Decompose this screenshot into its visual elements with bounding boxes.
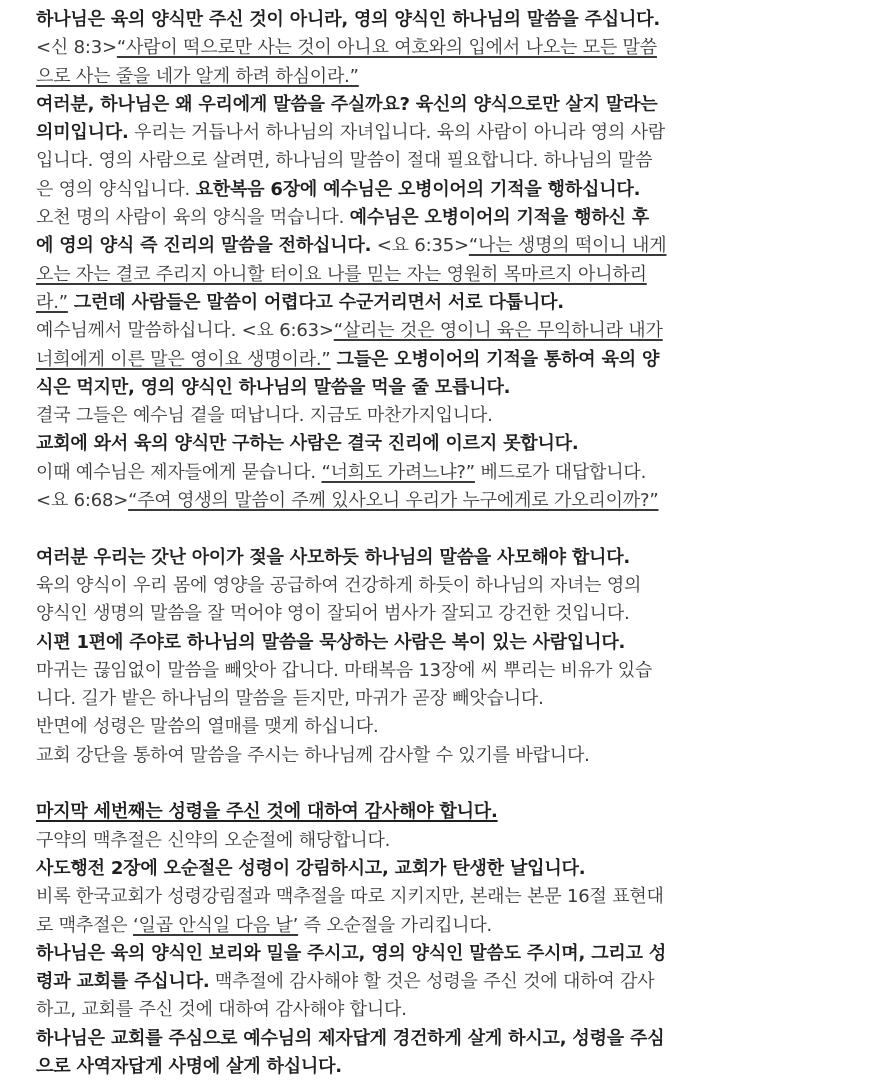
body-text: 오천 명의 사람이 육의 양식을 먹습니다. [36,207,350,229]
text-line [36,600,860,628]
text-line [36,883,860,911]
text-line [36,544,860,572]
bold-text: 시편 1편에 주야로 하나님의 말씀을 묵상하는 사람은 복이 있는 사람입니다. [36,631,626,653]
bold-text: 여러분, 하나님은 왜 우리에게 말씀을 주실까요? 육신의 양식으로만 살지 말라는 [36,93,658,115]
underlined-quote-text: “사람이 떡으로만 사는 것이 아니요 여호와의 입에서 나오는 모든 말씀 [116,37,657,59]
text-line [36,176,860,204]
bold-text: 하나님은 교회를 주심으로 예수님의 제자답게 경건하게 살게 하시고, 성령을 주심 [36,1027,665,1049]
text-line [36,996,860,1024]
bold-text: 하나님은 육의 양식만 주신 것이 아니라, 영의 양식인 하나님의 말씀을 주십니다. [36,9,660,30]
underlined-quote-text: 너희에게 이른 말은 영이요 생명이라.” [36,348,331,370]
text-line [36,713,860,741]
body-text: 니다. 길가 밭은 하나님의 말씀을 듣지만, 마귀가 곧장 빼앗습니다. [36,688,544,710]
body-text: <요 6:35> [371,235,469,257]
text-line [36,147,860,175]
underlined-quote-text: 마지막 세번째는 성령을 주신 것에 대하여 감사해야 합니다. [36,801,498,823]
text-line [36,402,860,430]
body-text: 양식인 생명의 말씀을 잘 먹어야 영이 잘되어 범사가 잘되고 강건한 것입니다. [36,603,630,625]
bold-text: 그런데 사람들은 말씀이 어렵다고 수군거리면서 서로 다툽니다. [67,291,564,313]
text-line [36,430,860,458]
text-line [36,91,860,119]
body-text: 우리는 거듭나서 하나님의 자녀입니다. 육의 사람이 아니라 영의 사람 [128,122,666,144]
text-line [36,629,860,657]
bold-text: 여러분 우리는 갓난 아이가 젖을 사모하듯 하나님의 말씀을 사모해야 합니다. [36,546,631,568]
text-line [36,827,860,855]
text-line [36,572,860,600]
bold-text: 요한복음 6장에 예수님은 오병이어의 기적을 행하십니다. [195,178,641,200]
text-line [36,798,860,826]
bold-text: 의미입니다. [36,122,129,144]
bold-text: 예수님은 오병이어의 기적을 행하신 후 [349,207,649,229]
text-line [36,6,860,34]
bold-text: 하나님은 육의 양식인 보리와 밀을 주시고, 영의 양식인 말씀도 주시며, 그리고 성 [36,942,667,964]
text-line [36,374,860,402]
bold-text: 령과 교회를 주십니다. [36,971,210,993]
body-text: 은 영의 양식입니다. [36,178,196,200]
text-line [36,63,860,91]
text-line [36,261,860,289]
text-line [36,940,860,968]
body-text: 육의 양식이 우리 몸에 영양을 공급하여 건강하게 하듯이 하나님의 자녀는 영의 [36,574,642,596]
body-text: 교회 강단을 통하여 말씀을 주시는 하나님께 감사할 수 있기를 바랍니다. [36,744,590,766]
bold-text: 사도행전 2장에 오순절은 성령이 강림하시고, 교회가 탄생한 날입니다. [36,857,586,879]
text-line [36,289,860,317]
text-line [36,1025,860,1053]
bold-text: 으로 사역자답게 사명에 살게 하십니다. [36,1055,342,1077]
body-text: 맥추절에 감사해야 할 것은 성령을 주신 것에 대하여 감사 [209,971,655,993]
body-text: 베드로가 대답합니다. [474,461,647,483]
underlined-quote-text: “너희도 가려느냐?” [321,461,475,483]
underlined-quote-text: “살리는 것은 영이니 육은 무익하니라 내가 [333,320,663,342]
underlined-quote-text: “주여 영생의 말씀이 주께 있사오니 우리가 누구에게로 가오리이까?” [128,490,659,512]
text-line [36,232,860,260]
bold-text: 교회에 와서 육의 양식만 구하는 사람은 결국 진리에 이르지 못합니다. [36,433,579,455]
underlined-quote-text: 라.” [36,291,68,313]
body-text: 입니다. 영의 사람으로 살려면, 하나님의 말씀이 절대 필요합니다. 하나님의 말씀 [36,150,653,172]
text-line [36,742,860,770]
text-line [36,487,860,515]
text-line [36,685,860,713]
underlined-quote-text: “나는 생명의 떡이니 내게 [468,235,667,257]
body-text: 이때 예수님은 제자들에게 묻습니다. [36,461,322,483]
text-line [36,657,860,685]
body-text: 비록 한국교회가 성령강림절과 맥추절을 따로 지키지만, 본래는 본문 16절 표현대 [36,886,664,908]
body-text: 결국 그들은 예수님 곁을 떠납니다. 지금도 마찬가지입니다. [36,405,493,427]
underlined-quote-text: ‘일곱 안식일 다음 날’ [132,914,299,936]
bold-text: 식은 먹지만, 영의 양식인 하나님의 말씀을 먹을 줄 모릅니다. [36,376,511,398]
bold-text: 에 영의 양식 즉 진리의 말씀을 전하십니다. [36,235,372,257]
bold-text: 그들은 오병이어의 기적을 통하여 육의 양 [330,348,660,370]
body-text: 마귀는 끊임없이 말씀을 빼앗아 갑니다. 마태복음 13장에 씨 뿌리는 비유가 있습 [36,659,653,681]
paragraph-gap [36,770,860,798]
body-text: <요 6:68> [36,490,129,512]
text-line [36,968,860,996]
body-text: <신 8:3> [36,37,117,59]
underlined-quote-text: 으로 사는 줄을 네가 알게 하려 하심이라.” [36,65,359,87]
text-line [36,912,860,940]
text-line [36,34,860,62]
body-text: 즉 오순절을 가리킵니다. [298,914,493,936]
body-text: 구약의 맥추절은 신약의 오순절에 해당합니다. [36,829,391,851]
text-line [36,459,860,487]
text-line [36,1053,860,1081]
body-text: 예수님께서 말씀하십니다. <요 6:63> [36,320,334,342]
body-text: 반면에 성령은 말씀의 열매를 맺게 하십니다. [36,716,379,738]
text-line [36,204,860,232]
text-line [36,317,860,345]
body-text: 하고, 교회를 주신 것에 대하여 감사해야 합니다. [36,999,407,1021]
text-line [36,346,860,374]
body-text: 로 맥추절은 [36,914,133,936]
paragraph-gap [36,515,860,543]
text-line [36,119,860,147]
text-line [36,855,860,883]
underlined-quote-text: 오는 자는 결코 주리지 아니할 터이요 나를 믿는 자는 영원히 목마르지 아니하리 [36,263,647,285]
